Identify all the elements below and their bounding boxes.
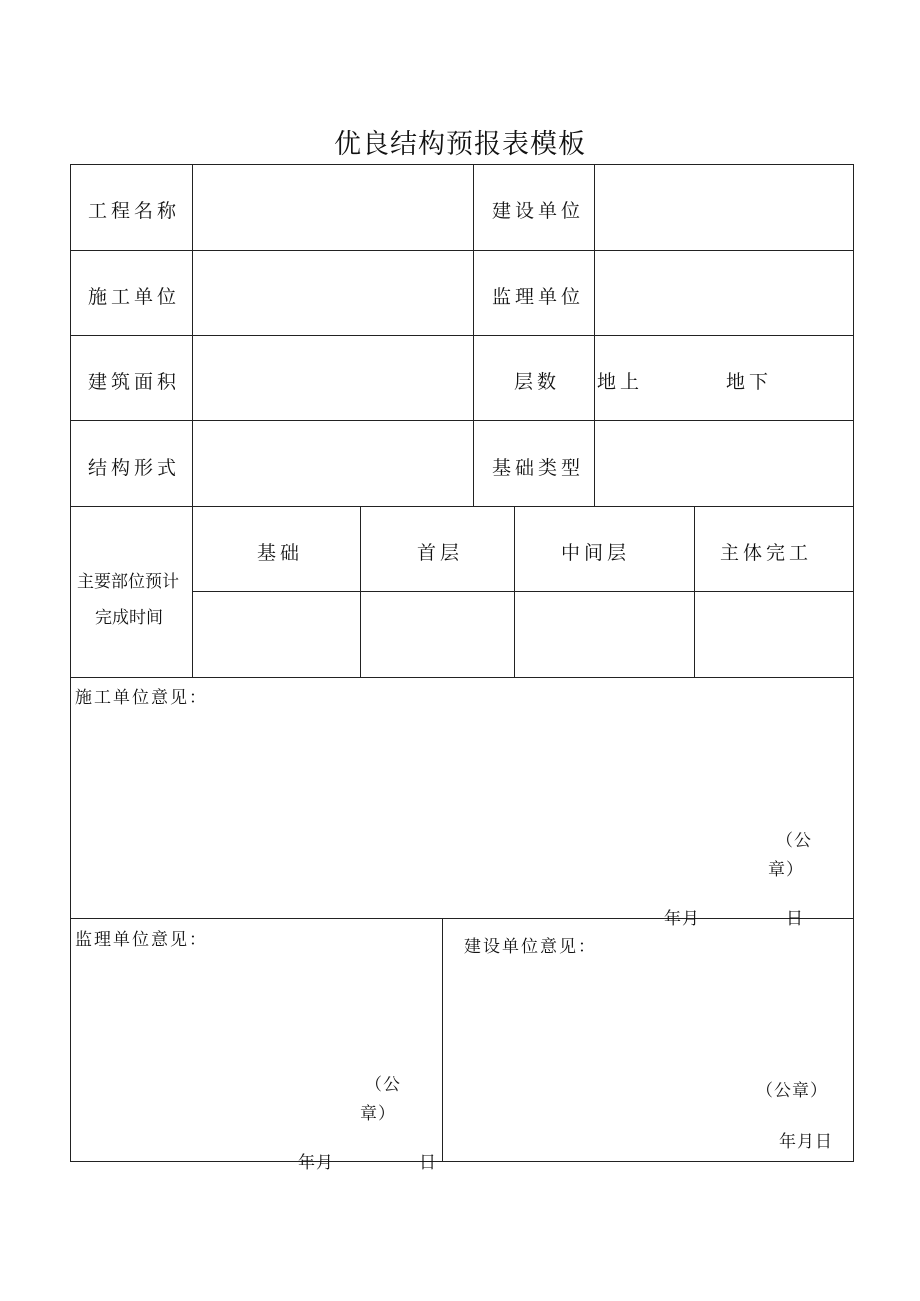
- row-border: [70, 420, 854, 421]
- schedule-column-topping-out: 主体完工: [720, 542, 813, 564]
- row-border: [70, 164, 854, 165]
- row-border: [192, 591, 854, 592]
- above-ground-label: 地上: [597, 371, 644, 393]
- schedule-column-first-floor: 首层: [417, 542, 464, 564]
- supervision-date-year-month: 年月: [298, 1153, 334, 1173]
- construction-unit-label: 建设单位: [492, 200, 585, 222]
- column-border: [473, 164, 474, 506]
- construction-date: 年月日: [779, 1132, 833, 1152]
- builder-unit-label: 施工单位: [88, 286, 181, 308]
- table-right-border: [853, 164, 854, 1162]
- supervision-date-day: 日: [419, 1153, 437, 1173]
- builder-date-year-month: 年月: [664, 909, 700, 929]
- table-left-border: [70, 164, 71, 1162]
- schedule-label-line1: 主要部位预计: [77, 572, 179, 592]
- supervision-seal-line1: （公: [365, 1075, 401, 1095]
- supervision-opinion-label: 监理单位意见：: [75, 930, 208, 950]
- forecast-form-table: [70, 164, 854, 1162]
- row-border: [70, 250, 854, 251]
- building-area-label: 建筑面积: [88, 371, 181, 393]
- supervision-date-clip: [285, 1144, 445, 1173]
- schedule-column-foundation: 基础: [257, 542, 304, 564]
- row-border: [70, 335, 854, 336]
- row-border: [70, 918, 854, 919]
- construction-seal: （公章）: [756, 1081, 828, 1101]
- column-border: [514, 506, 515, 677]
- schedule-column-middle-floor: 中间层: [561, 542, 631, 564]
- column-border: [694, 506, 695, 677]
- builder-date-clip: [650, 900, 810, 929]
- row-border: [70, 506, 854, 507]
- foundation-type-label: 基础类型: [492, 457, 585, 479]
- construction-opinion-label: 建设单位意见：: [464, 937, 597, 957]
- page-title: 优良结构预报表模板: [334, 129, 586, 160]
- supervision-seal-line2: 章）: [360, 1104, 396, 1124]
- builder-seal-line2: 章）: [768, 860, 804, 880]
- row-border: [70, 677, 854, 678]
- column-border: [360, 506, 361, 677]
- column-border: [594, 164, 595, 506]
- structure-type-label: 结构形式: [88, 457, 181, 479]
- builder-opinion-label: 施工单位意见：: [75, 688, 208, 708]
- supervision-unit-label: 监理单位: [492, 286, 585, 308]
- floors-label: 层数: [514, 371, 561, 393]
- builder-date-day: 日: [786, 909, 804, 929]
- column-border: [442, 918, 443, 1162]
- builder-seal-line1: （公: [776, 831, 812, 851]
- below-ground-label: 地下: [726, 371, 773, 393]
- column-border: [192, 164, 193, 677]
- schedule-label-line2: 完成时间: [95, 608, 163, 628]
- project-name-label: 工程名称: [88, 200, 181, 222]
- row-border: [70, 1161, 854, 1162]
